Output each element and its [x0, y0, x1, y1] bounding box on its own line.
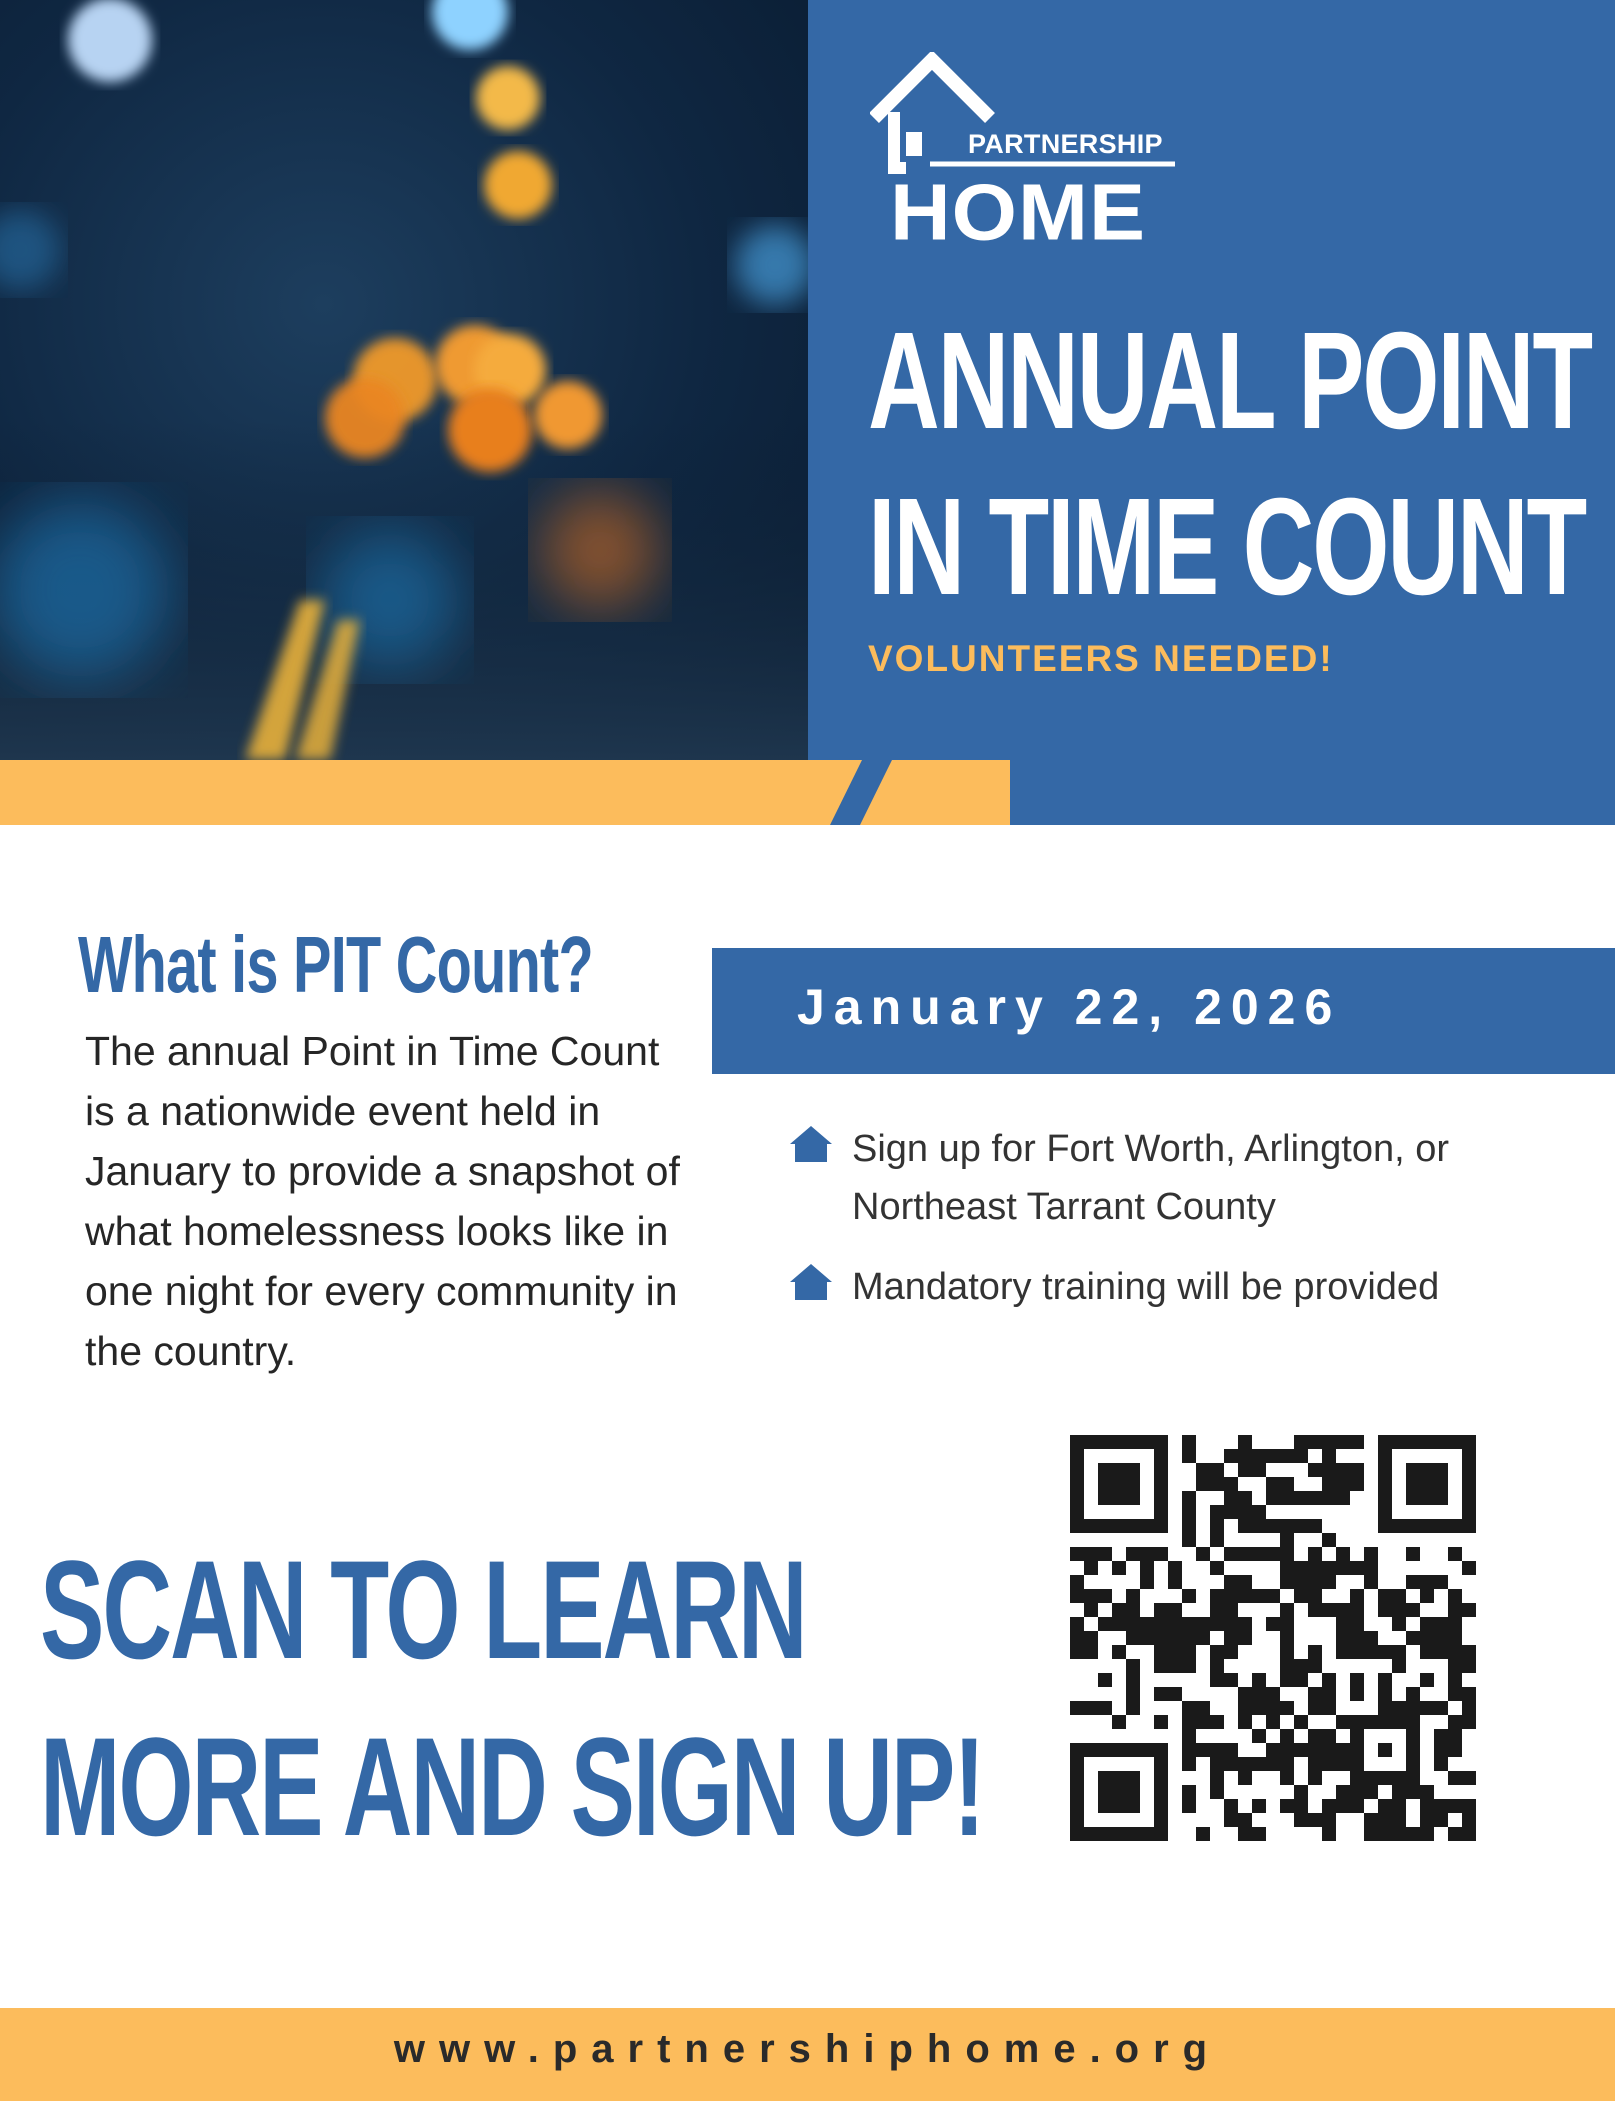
house-icon	[790, 1264, 832, 1300]
stripe-accent	[830, 760, 1130, 825]
bullet-text: Mandatory training will be provided	[852, 1266, 1440, 1308]
bullet-text: Sign up for Fort Worth, Arlington, or Northeast Tarrant County	[852, 1128, 1450, 1228]
tagline: VOLUNTEERS NEEDED!	[868, 638, 1334, 679]
about-heading: What is PIT Count?	[78, 920, 593, 1009]
about-body: The annual Point in Time Count is a nationwide event held in January to provide a snapshot of what homelessness looks like in one night for every community in the country.	[85, 1028, 680, 1374]
house-icon	[790, 1126, 832, 1162]
logo-large-text: HOME	[890, 167, 1146, 257]
cta-line-1: SCAN TO LEARN	[40, 1531, 806, 1688]
bullet-item	[790, 1120, 1550, 1240]
hero-photo	[0, 0, 808, 760]
headline-line-1: ANNUAL POINT	[868, 304, 1591, 458]
logo-small-text: PARTNERSHIP	[968, 129, 1163, 159]
cta-line-2: MORE AND SIGN UP!	[40, 1708, 984, 1865]
bullet-item	[790, 1258, 1550, 1378]
event-date: January 22, 2026	[797, 979, 1342, 1035]
headline-line-2: IN TIME COUNT	[868, 470, 1586, 624]
website-link[interactable]: www.partnershiphome.org	[393, 2027, 1222, 2071]
qr-code[interactable]	[1070, 1435, 1476, 1841]
